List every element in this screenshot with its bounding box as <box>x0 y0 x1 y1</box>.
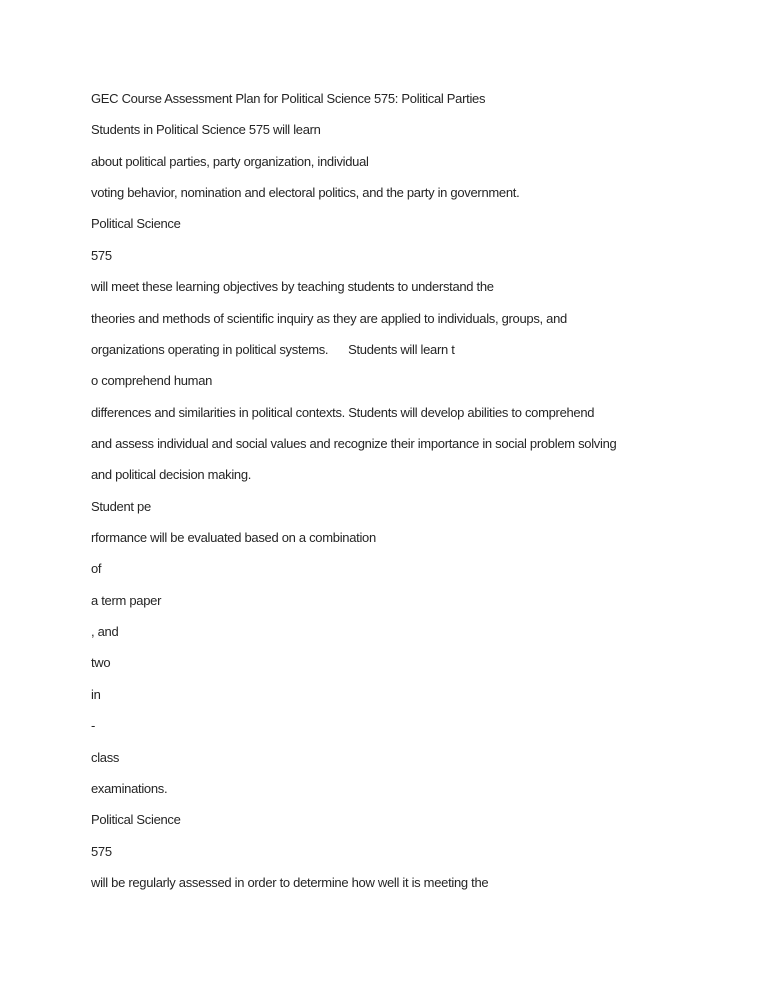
text-line: - <box>91 718 96 734</box>
text-line: voting behavior, nomination and electoral politics, and the party in government. <box>91 185 520 201</box>
text-line: class <box>91 749 120 765</box>
text-line: a term paper <box>91 592 162 608</box>
text-line: will be regularly assessed in order to determine how well it is meeting the <box>91 874 489 890</box>
text-line: about political parties, party organization, individual <box>91 153 369 169</box>
text-line: Political Science <box>91 812 181 828</box>
text-line: 575 <box>91 843 112 859</box>
text-line: , and <box>91 624 119 640</box>
text-line: two <box>91 655 111 671</box>
text-line: Student pe <box>91 498 151 514</box>
text-line: differences and similarities in political contexts. Students will develop abilities to comprehend <box>91 404 595 420</box>
text-line: rformance will be evaluated based on a combination <box>91 530 376 546</box>
text-line: 575 <box>91 247 112 263</box>
text-line: in <box>91 686 101 702</box>
text-line: Students in Political Science 575 will learn <box>91 122 321 138</box>
text-line: examinations. <box>91 780 168 796</box>
text-line: and assess individual and social values and recognize their importance in social problem solving <box>91 435 617 451</box>
text-line: organizations operating in political systems. Students will learn t <box>91 341 455 357</box>
text-line: and political decision making. <box>91 467 252 483</box>
text-line: theories and methods of scientific inquiry as they are applied to individuals, groups, and <box>91 310 567 326</box>
text-line: will meet these learning objectives by teaching students to understand the <box>91 279 494 295</box>
text-line: of <box>91 561 102 577</box>
text-line: Political Science <box>91 216 181 232</box>
text-line: o comprehend human <box>91 373 213 389</box>
document-title-line: GEC Course Assessment Plan for Political Science 575: Political Parties <box>91 91 486 106</box>
